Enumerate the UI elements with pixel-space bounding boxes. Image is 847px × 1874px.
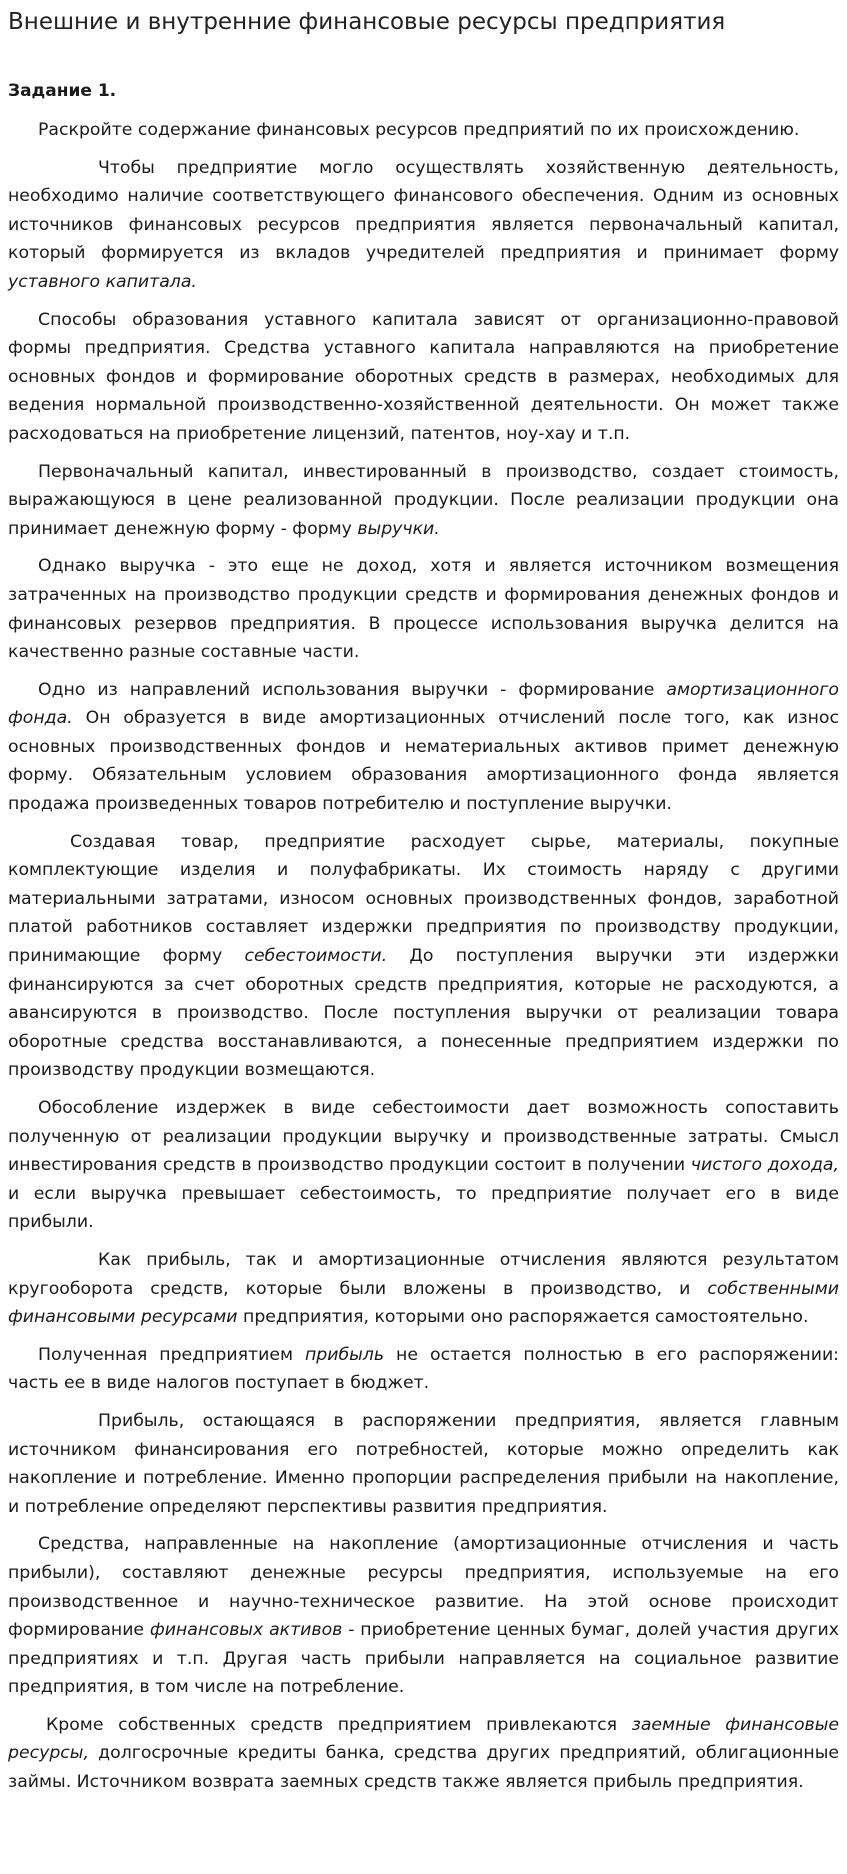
paragraph-4: Однако выручка - это еще не доход, хотя и является источником возмещения затраченных на производство продукции средств и формирования денежных фондов и финансовых резервов предприятия. В процессе использования выручка делится на качественно разные составные части. [8, 556, 839, 663]
page-title: Внешние и внутренние финансовые ресурсы предприятия [8, 9, 726, 35]
paragraph-12: Кроме собственных средств предприятием привлекаются заемные финансовые ресурсы, долгосрочные кредиты банка, средства других предприятий, облигационные займы. Источником возврата заемных средств также является прибыль предприятия. [8, 1714, 840, 1793]
paragraph-6: Создавая товар, предприятие расходует сырье, материалы, покупные комплектующие изделия и полуфабрикаты. Их стоимость наряду с другими материальными затратами, износом основных производственных фондов, заработной платой работников составляет издержки предприятия по производству продукции, принимающие форму себестоимости. До поступления выручки эти издержки финансируются за счет оборотных средств предприятия, которые не расходуются, а авансируются в производство. После поступления выручки от реализации товара оборотные средства восстанавливаются, а понесенные предприятием издержки по производству продукции возмещаются. [8, 831, 839, 1081]
paragraph-9: Полученная предприятием прибыль не остается полностью в его распоряжении: часть ее в виде налогов поступает в бюджет. [8, 1344, 839, 1394]
task-heading: Задание 1. [8, 81, 117, 101]
paragraph-10: Прибыль, остающаяся в распоряжении предприятия, является главным источником финансирования его потребностей, которые можно определить как накопление и потребление. Именно пропорции распределения прибыли на накопление, и потребление определяют перспективы развития предприятия. [8, 1410, 839, 1517]
paragraph-11: Средства, направленные на накопление (амортизационные отчисления и часть прибыли), составляют денежные ресурсы предприятия, используемые на его производственное и научно-техническое развитие. На этой основе происходит формирование финансовых активов - приобретение ценных бумаг, долей участия других предприятиях и т.п. Другая часть прибыли направляется на социальное развитие предприятия, в том числе на потребление. [8, 1534, 840, 1698]
paragraph-1: Чтобы предприятие могло осуществлять хозяйственную деятельность, необходимо наличие соответствующего финансового обеспечения. Одним из основных источников финансовых ресурсов предприятия является первоначальный капитал, который формируется из вкладов учредителей предприятия и принимает форму уставного капитала. [8, 157, 839, 292]
paragraph-8: Как прибыль, так и амортизационные отчисления являются результатом кругооборота средств, которые были вложены в производство, и собственными финансовыми ресурсами предприятия, которыми оно распоряжается самостоятельно. [8, 1249, 839, 1328]
paragraph-2: Способы образования уставного капитала зависят от организационно-правовой формы предприятия. Средства уставного капитала направляются на приобретение основных фондов и формирование оборотных средств в размерах, необходимых для ведения нормальной производственно-хозяйственной деятельности. Он может также расходоваться на приобретение лицензий, патентов, ноу-хау и т.п. [8, 309, 839, 444]
paragraph-5: Одно из направлений использования выручки - формирование амортизационного фонда. Он образуется в виде амортизационных отчислений после того, как износ основных производственных фондов и нематериальных активов примет денежную форму. Обязательным условием образования амортизационного фонда является продажа произведенных товаров потребителю и поступление выручки. [8, 679, 839, 815]
task-question: Раскройте содержание финансовых ресурсов предприятий по их происхождению. [38, 120, 800, 140]
paragraph-7: Обособление издержек в виде себестоимости дает возможность сопоставить полученную от реализации продукции выручку и производственные затраты. Смысл инвестирования средств в производство продукции состоит в получении чистого дохода, и если выручка превышает себестоимость, то предприятие получает его в виде прибыли. [8, 1098, 839, 1233]
paragraph-3: Первоначальный капитал, инвестированный в производство, создает стоимость, выражающуюся в цене реализованной продукции. После реализации продукции она принимает денежную форму - форму выручки. [8, 461, 839, 539]
